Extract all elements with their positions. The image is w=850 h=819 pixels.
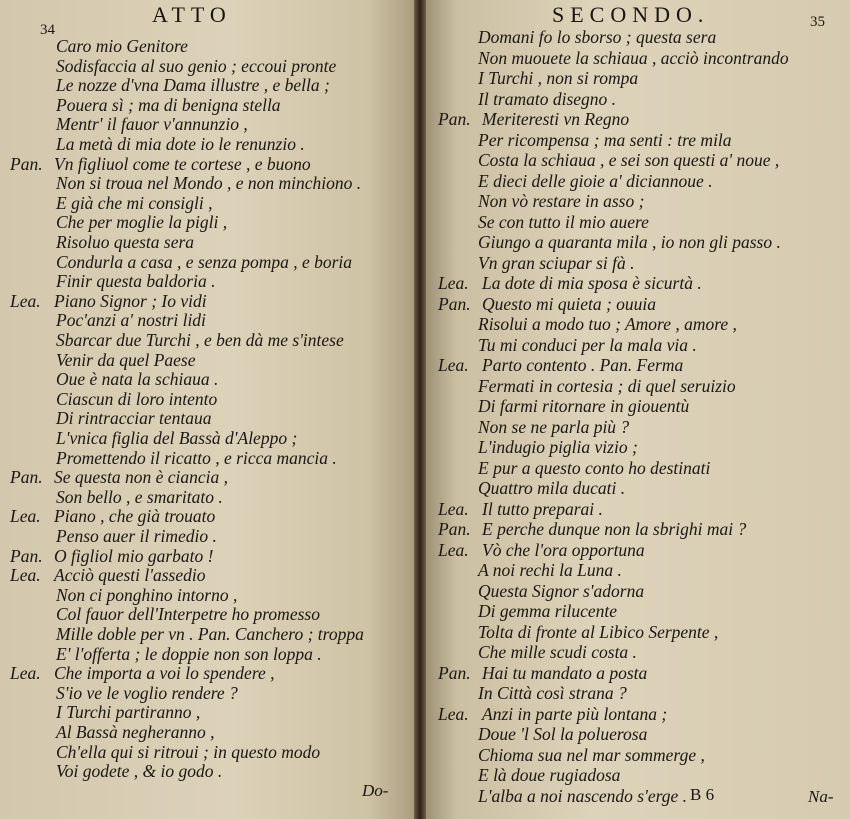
line-text: Non ci ponghino intorno , [56,584,238,605]
speaker-label: Pan. [10,153,43,174]
line-text: Risolui a modo tuo ; Amore , amore , [478,314,737,334]
running-head: ATTO [152,2,232,27]
line-text: L'alba a noi nascendo s'erge . [478,785,688,806]
line-text: Mentr' il fauor v'annunzio , [56,114,248,135]
line-text: Poc'anzi a' nostri lidi [56,310,206,331]
line-text: Doue 'l Sol la poluerosa [478,724,648,744]
line-text: Voi godete , & io godo . [56,761,223,782]
speaker-label: Lea. [438,703,469,724]
left-page [0,0,418,819]
line-text: Sbarcar due Turchi , e ben dà me s'intese [56,330,344,350]
line-text: Non vò restare in asso ; [478,191,645,211]
line-text: Di gemma rilucente [478,601,617,621]
line-text: Se questa non è ciancia , [54,467,228,488]
line-text: Non si troua nel Mondo , e non minchiono . [56,173,362,194]
line-text: Caro mio Genitore [56,36,188,56]
speaker-label: Pan. [438,519,471,539]
line-text: Fermati in cortesia ; di quel seruizio [478,375,736,396]
speaker-label: Lea. [438,273,469,293]
line-text: E perche dunque non la sbrighi mai ? [482,519,747,539]
line-text: Non se ne parla più ? [478,416,630,437]
line-text: Piano , che già trouato [54,506,216,527]
line-text: Giungo a quaranta mila , io non gli passo . [478,232,781,252]
line-text: Il tutto preparai . [482,498,603,519]
line-text: Che importa a voi lo spendere , [54,663,275,684]
line-text: Vò che l'ora opportuna [482,539,645,560]
line-text: Chioma sua nel mar sommerge , [478,744,705,765]
line-text: Mille doble per vn . Pan. Canchero ; troppa [56,624,364,644]
line-text: E' l'offerta ; le doppie non son loppa . [56,643,322,664]
line-text: I Turchi partiranno , [56,702,201,723]
line-text: Anzi in parte più lontana ; [482,703,668,724]
catchword: Na- [808,787,834,806]
page-number: 35 [810,14,825,30]
book-gutter [414,0,426,819]
line-text: Penso auer il rimedio . [56,526,217,546]
speaker-label: Pan. [10,467,43,488]
line-text: Che per moglie la pigli , [56,212,228,233]
line-text: Questa Signor s'adorna [478,580,645,601]
line-text: Se con tutto il mio auere [478,211,649,232]
line-text: Al Bassà negheranno , [56,722,215,742]
line-text: Promettendo il ricatto , e ricca mancia . [56,447,337,468]
line-text: Domani fo lo sborso ; questa sera [478,27,717,47]
speaker-label: Pan. [438,109,471,129]
line-text: Questo mi quieta ; ouuia [482,293,657,314]
line-text: E pur a questo conto ho destinati [478,457,711,478]
speaker-label: Lea. [10,290,41,311]
line-text: Condurla a casa , e senza pompa , e boria [56,251,353,272]
line-text: O figliol mio garbato ! [54,545,214,566]
speaker-label: Lea. [10,663,41,684]
line-text: Tolta di fronte al Libico Serpente , [478,621,719,642]
line-text: A noi rechi la Luna . [478,560,622,580]
line-text: Ch'ella qui si ritroui ; in questo modo [56,741,321,762]
line-text: Costa la schiaua , e sei son questi a' noue , [478,150,780,170]
page-number: 34 [40,22,55,38]
line-text: Tu mi conduci per la mala via . [478,334,697,355]
line-text: Il tramato disegno . [478,88,617,109]
line-text: Piano Signor ; Io vidi [54,290,207,311]
running-head: SECONDO. [552,2,710,27]
line-text: Ciascun di loro intento [56,388,218,409]
signature-mark: B 6 [690,785,715,804]
line-text: Acciò questi l'assedio [54,565,206,586]
catchword: Do- [362,781,389,800]
line-text: Col fauor dell'Interpetre ho promesso [56,604,320,625]
line-text: Per ricompensa ; ma senti : tre mila [478,129,732,150]
line-text: Non muouete la schiaua , acciò incontrando [478,47,789,68]
speaker-label: Lea. [10,506,41,527]
line-text: Che mille scudi costa . [478,642,637,662]
line-text: I Turchi , non si rompa [478,68,639,88]
line-text: Finir questa baldoria . [56,271,216,292]
line-text: Venir da quel Paese [56,349,196,370]
line-text: E là doue rugiadosa [478,765,621,785]
line-text: E dieci delle gioie a' diciannoue . [478,170,713,191]
line-text: L'vnica figlia del Bassà d'Aleppo ; [56,428,298,448]
line-text: La metà di mia dote io le renunzio . [56,134,305,154]
line-text: In Città così strana ? [478,683,627,703]
line-text: Pouera sì ; ma di benigna stella [56,94,281,115]
speaker-label: Lea. [438,355,469,375]
line-text: Son bello , e smaritato . [56,486,223,507]
right-page [422,0,850,819]
line-text: S'io ve le voglio rendere ? [56,682,238,703]
line-text: Meriteresti vn Regno [482,109,630,129]
speaker-label: Pan. [438,662,471,683]
line-text: Le nozze d'vna Dama illustre , e bella ; [56,75,330,96]
line-text: L'indugio piglia vizio ; [478,437,638,457]
line-text: Quattro mila ducati . [478,478,626,498]
line-text: Di rintracciar tentaua [56,408,212,429]
speaker-label: Lea. [438,539,469,560]
line-text: Di farmi ritornare in giouentù [478,396,690,416]
speaker-label: Lea. [438,498,469,519]
line-text: Hai tu mandato a posta [482,662,648,683]
line-text: Parto contento . Pan. Ferma [482,355,684,375]
line-text: Vn gran sciupar si fà . [478,252,635,273]
line-text: Vn figliuol come te cortese , e buono [54,153,311,174]
speaker-label: Pan. [10,545,43,566]
line-text: La dote di mia sposa è sicurtà . [482,273,702,293]
line-text: Sodisfaccia al suo genio ; eccoui pronte [56,55,337,76]
line-text: Risoluo questa sera [56,232,195,252]
speaker-label: Pan. [438,293,471,314]
line-text: Oue è nata la schiaua . [56,369,219,390]
speaker-label: Lea. [10,565,41,586]
line-text: E già che mi consigli , [56,192,213,213]
